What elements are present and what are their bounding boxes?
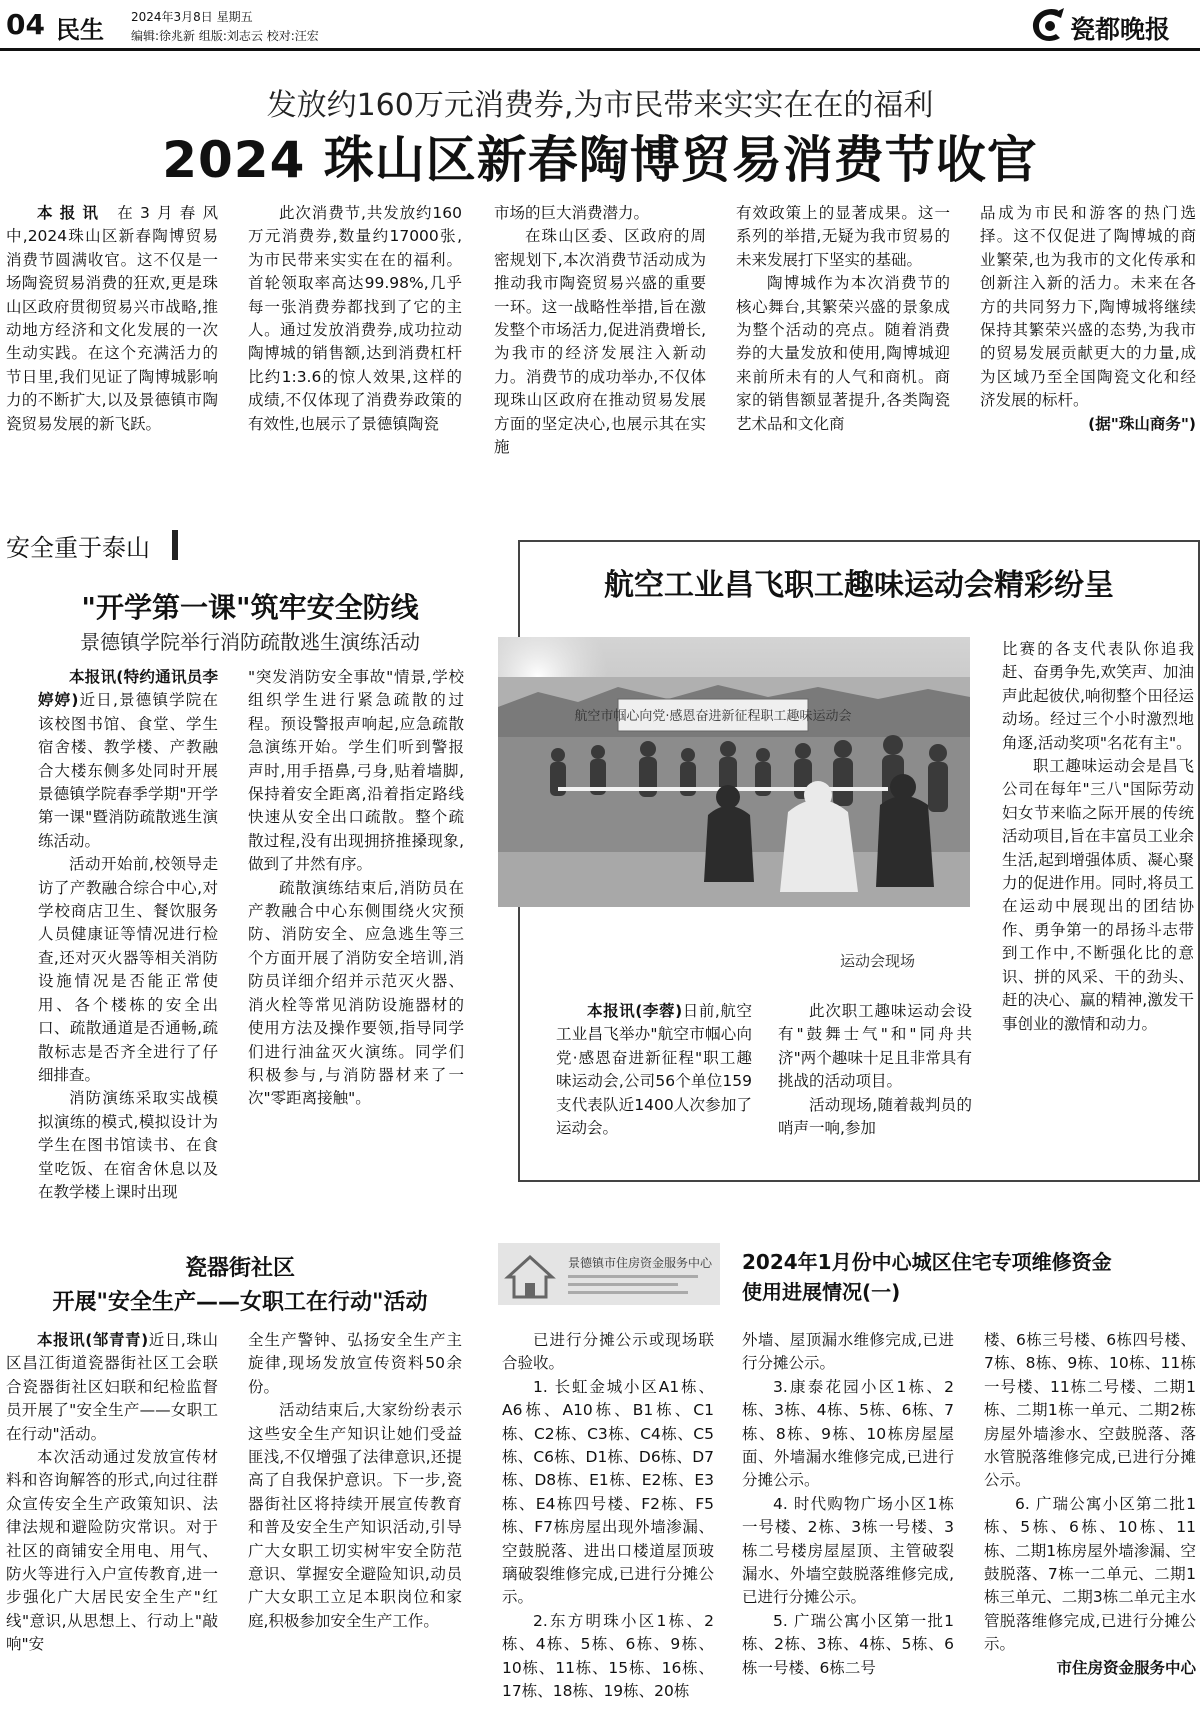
fund-paragraph: 外墙、屋顶漏水维修完成,已进行分摊公示。 [742, 1331, 954, 1373]
fund-paragraph: 楼、6栋三号楼、6栋四号楼、7栋、8栋、9栋、10栋、11栋一号楼、11栋二号楼、二期1栋、二期1栋一单元、二期2栋房屋外墙渗水、空鼓脱落、落水管脱落维修完成,已进行分摊公示。 [984, 1331, 1196, 1490]
lead-paragraph: 有效政策上的显著成果。这一系列的举措,无疑为我市贸易的未来发展打下坚实的基础。 [736, 204, 950, 269]
sports-meet-photo-art [498, 637, 970, 907]
lead-headline: 2024 珠山区新春陶博贸易消费节收官 [162, 131, 1038, 189]
fund-paragraph: 6. 广瑞公寓小区第二批1栋、5栋、6栋、10栋、11栋、二期1栋房屋外墙渗漏、空鼓脱落、7栋一二单元、二期1栋三单元、二期3栋二单元主水管脱落维修完成,已进行分摊公示。 [984, 1494, 1196, 1654]
aviation-paragraph: 活动现场,随着裁判员的哨声一响,参加 [778, 1095, 972, 1138]
community-paragraph: 近日,珠山区昌江街道瓷器街社区工会联合瓷器街社区妇联和纪检监督员开展了"安全生产——女职工在行动"活动。 [6, 1331, 218, 1443]
housing-fund-badge-text: 景德镇市住房资金服务中心 [568, 1256, 713, 1270]
aviation-column-3 [1002, 638, 1194, 1178]
fund-column-2 [742, 1329, 954, 1714]
lead-byline: 本报讯 [37, 204, 106, 222]
fund-source: 市住房资金服务中心 [1056, 1658, 1196, 1677]
lead-kicker: 发放约160万元消费券,为市民带来实实在在的福利 [266, 88, 934, 123]
section-title: 安全重于泰山 [6, 534, 150, 562]
fund-story-title-line2: 使用进展情况(一) [742, 1280, 901, 1304]
lead-paragraph: 在3月春风中,2024珠山区新春陶博贸易消费节圆满收官。这不仅是一场陶瓷贸易消费的狂欢,更是珠山区政府贯彻贸易兴市战略,推动地方经济和文化发展的一次生动实践。在这个充满活力的节日里,我们见证了陶博城影响力的不断扩大,以及景德镇市陶瓷贸易发展的新飞跃。 [6, 204, 218, 433]
fire-paragraph: 消防演练采取实战模拟演练的模式,模拟设计为学生在图书馆读书、在食堂吃饭、在宿舍休息以及在教学楼上课时出现 [38, 1089, 218, 1201]
photo-banner-text: 航空市帼心向党·感恩奋进新征程职工趣味运动会 [574, 709, 852, 724]
lead-column-4 [736, 202, 950, 492]
fire-story-subtitle: 景德镇学院举行消防疏散逃生演练活动 [80, 630, 420, 654]
fund-column-1 [502, 1329, 714, 1714]
lead-column-1 [6, 202, 218, 492]
house-icon [498, 1243, 720, 1305]
fire-paragraph: "突发消防安全事故"情景,学校组织学生进行紧急疏散的过程。预设警报声响起,应急疏散急演练开始。学生们听到警报声时,用手捂鼻,弓身,贴着墙脚,保持着安全距离,沿着指定路线快速从安全出口疏散。整个疏散过程,没有出现拥挤推搡现象,做到了井然有序。 [248, 668, 464, 874]
section-name: 民生 [56, 15, 104, 44]
aviation-byline: 本报讯(李蓉) [587, 1002, 683, 1020]
community-story-title-line1: 瓷器街社区 [184, 1256, 295, 1281]
fire-story-title: "开学第一课"筑牢安全防线 [81, 591, 419, 624]
staff-credits: 编辑:徐兆新 组版:刘志云 校对:汪宏 [131, 29, 319, 43]
housing-fund-badge [498, 1243, 720, 1305]
lead-column-3 [494, 202, 706, 492]
fire-column-1 [38, 666, 218, 1222]
aviation-paragraph: 此次职工趣味运动会设有"鼓舞士气"和"同舟共济"两个趣味十足且非常具有挑战的活动项目。 [778, 1002, 972, 1091]
aviation-story-title: 航空工业昌飞职工趣味运动会精彩纷呈 [604, 568, 1114, 603]
lead-paragraph: 品成为市民和游客的热门选择。这不仅促进了陶博城的商业繁荣,也为我市的文化传承和创新注入新的活力。未来在各方的共同努力下,陶博城将继续保持其繁荣兴盛的态势,为我市的贸易发展贡献更大的力量,成为区域乃至全国陶瓷文化和经济发展的标杆。 [980, 204, 1196, 410]
lead-column-2 [248, 202, 462, 492]
lead-source: (据"珠山商务") [1088, 414, 1196, 433]
lead-paragraph: 在珠山区委、区政府的周密规划下,本次消费节活动成为推动我市陶瓷贸易兴盛的重要一环。这一战略性举措,旨在激发整个市场活力,促进消费增长,为我市的经济发展注入新动力。消费节的成功举办,不仅体现珠山区政府在推动贸易发展方面的坚定决心,也展示其在实施 [494, 227, 706, 457]
community-story-title-line2: 开展"安全生产——女职工在行动"活动 [52, 1290, 428, 1315]
community-column-2 [248, 1329, 462, 1714]
fire-paragraph: 活动开始前,校领导走访了产教融合综合中心,对学校商店卫生、餐饮服务人员健康证等情况进行检查,还对灭火器等相关消防设施情况是否能正常使用、各个楼栋的安全出口、疏散通道是否通畅,疏散标志是否齐全进行了仔细排查。 [38, 855, 218, 1084]
fire-paragraph: 疏散演练结束后,消防员在产教融合中心东侧围绕火灾预防、消防安全、应急逃生等三个方面开展了消防安全培训,消防员详细介绍并示范灭火器、消火栓等常见消防设施器材的使用方法及操作要领,指导同学们进行油盆灭火演练。同学们积极参与,与消防器材来了一次"零距离接触"。 [248, 878, 464, 1108]
sports-meet-photo [498, 637, 970, 907]
fund-paragraph: 1. 长虹金城小区A1栋、A6栋、A10栋、B1栋、C1栋、C2栋、C3栋、C4栋、C5栋、C6栋、D1栋、D6栋、D7栋、D8栋、E1栋、E2栋、E3栋、E4栋四号楼、F2栋、F5栋、F7栋房屋出现外墙渗漏、空鼓脱落、进出口楼道屋顶玻璃破裂维修完成,已进行分摊公示。 [502, 1377, 714, 1607]
fire-byline: 本报讯(特约通讯员李婷婷) [38, 668, 218, 710]
aviation-paragraph: 比赛的各支代表队你追我赶、奋勇争先,欢笑声、加油声此起彼伏,响彻整个田径运动场。经过三个小时激烈地角逐,活动奖项"名花有主"。 [1002, 640, 1194, 752]
fire-column-2 [248, 666, 464, 1222]
aviation-column-2 [778, 1000, 972, 1170]
logo-text: 瓷都晚报 [1070, 15, 1171, 44]
issue-date: 2024年3月8日 星期五 [131, 10, 253, 24]
aviation-paragraph: 日前,航空工业昌飞举办"航空市帼心向党·感恩奋进新征程"职工趣味运动会,公司56个单位159支代表队近1400人次参加了运动会。 [556, 1002, 752, 1138]
community-column-1 [6, 1329, 218, 1714]
community-paragraph: 全生产警钟、弘扬安全生产主旋律,现场发放宣传资料50余份。 [248, 1331, 462, 1396]
fund-paragraph: 4. 时代购物广场小区1栋一号楼、2栋、3栋一号楼、3栋二号楼房屋屋顶、主管破裂漏水、外墙空鼓脱落维修完成,已进行分摊公示。 [742, 1494, 954, 1607]
lead-paragraph: 陶博城作为本次消费节的核心舞台,其繁荣兴盛的景象成为整个活动的亮点。随着消费券的大量发放和使用,陶博城迎来前所未有的人气和商机。商家的销售额显著提升,各类陶瓷艺术品和文化商 [736, 274, 950, 433]
fund-paragraph: 5. 广瑞公寓小区第一批1栋、2栋、3栋、4栋、5栋、6栋一号楼、6栋二号 [742, 1611, 954, 1677]
aviation-paragraph: 职工趣味运动会是昌飞公司在每年"三八"国际劳动妇女节来临之际开展的传统活动项目,旨在丰富员工业余生活,起到增强体质、凝心聚力的促进作用。同时,将员工在运动中展现出的团结协作、勇争第一的昂扬斗志带到工作中,不断强化比的意识、拼的风采、干的劲头、赶的决心、赢的精神,激发干事创业的激情和动力。 [1002, 757, 1194, 1033]
photo-caption: 运动会现场 [840, 952, 916, 970]
section-title-bar [172, 530, 178, 560]
fund-paragraph: 2.东方明珠小区1栋、2栋、4栋、5栋、6栋、9栋、10栋、11栋、15栋、16栋、17栋、18栋、19栋、20栋 [502, 1611, 714, 1701]
lead-paragraph: 市场的巨大消费潜力。 [494, 204, 650, 222]
lead-paragraph: 此次消费节,共发放约160万元消费券,数量约17000张,为市民带来实实在在的福利。首轮领取率高达99.98%,几乎每一张消费券都找到了它的主人。通过发放消费券,成功拉动陶博城的销售额,达到消费杠杆比约1:3.6的惊人效果,这样的成绩,不仅体现了消费券政策的有效性,也展示了景德镇陶瓷 [248, 204, 462, 433]
fire-paragraph: 近日,景德镇学院在该校图书馆、食堂、学生宿舍楼、教学楼、产教融合大楼东侧多处同时开展景德镇学院春季学期"开学第一课"暨消防疏散逃生演练活动。 [38, 691, 218, 850]
community-paragraph: 本次活动通过发放宣传材料和咨询解答的形式,向过往群众宣传安全生产政策知识、法律法规和避险防灾常识。对于社区的商铺安全用电、用气、防火等进行入户宣传教育,进一步强化广大居民安全生产"红线"意识,从思想上、行动上"敲响"安 [6, 1448, 218, 1654]
logo-swirl-icon [1028, 4, 1068, 46]
community-paragraph: 活动结束后,大家纷纷表示这些安全生产知识让她们受益匪浅,不仅增强了法律意识,还提高了自我保护意识。下一步,瓷器街社区将持续开展宣传教育和普及安全生产知识活动,引导广大女职工切实树牢安全防范意识、掌握安全避险知识,动员广大女职工立足本职岗位和家庭,积极参加安全生产工作。 [248, 1401, 462, 1630]
fund-paragraph: 已进行分摊公示或现场联合验收。 [502, 1331, 714, 1373]
fund-story-title-line1: 2024年1月份中心城区住宅专项维修资金 [742, 1250, 1112, 1274]
header-rule [0, 48, 1200, 51]
page-number: 04 [6, 8, 45, 41]
fund-column-3 [984, 1329, 1196, 1714]
lead-column-5 [980, 202, 1196, 502]
fund-paragraph: 3.康泰花园小区1栋、2栋、3栋、4栋、5栋、6栋、7栋、8栋、9栋、10栋房屋屋面、外墙漏水维修完成,已进行分摊公示。 [742, 1377, 954, 1490]
community-byline: 本报讯(邹青青) [37, 1331, 149, 1349]
aviation-column-1 [556, 1000, 752, 1170]
newspaper-logo [1028, 4, 1198, 48]
